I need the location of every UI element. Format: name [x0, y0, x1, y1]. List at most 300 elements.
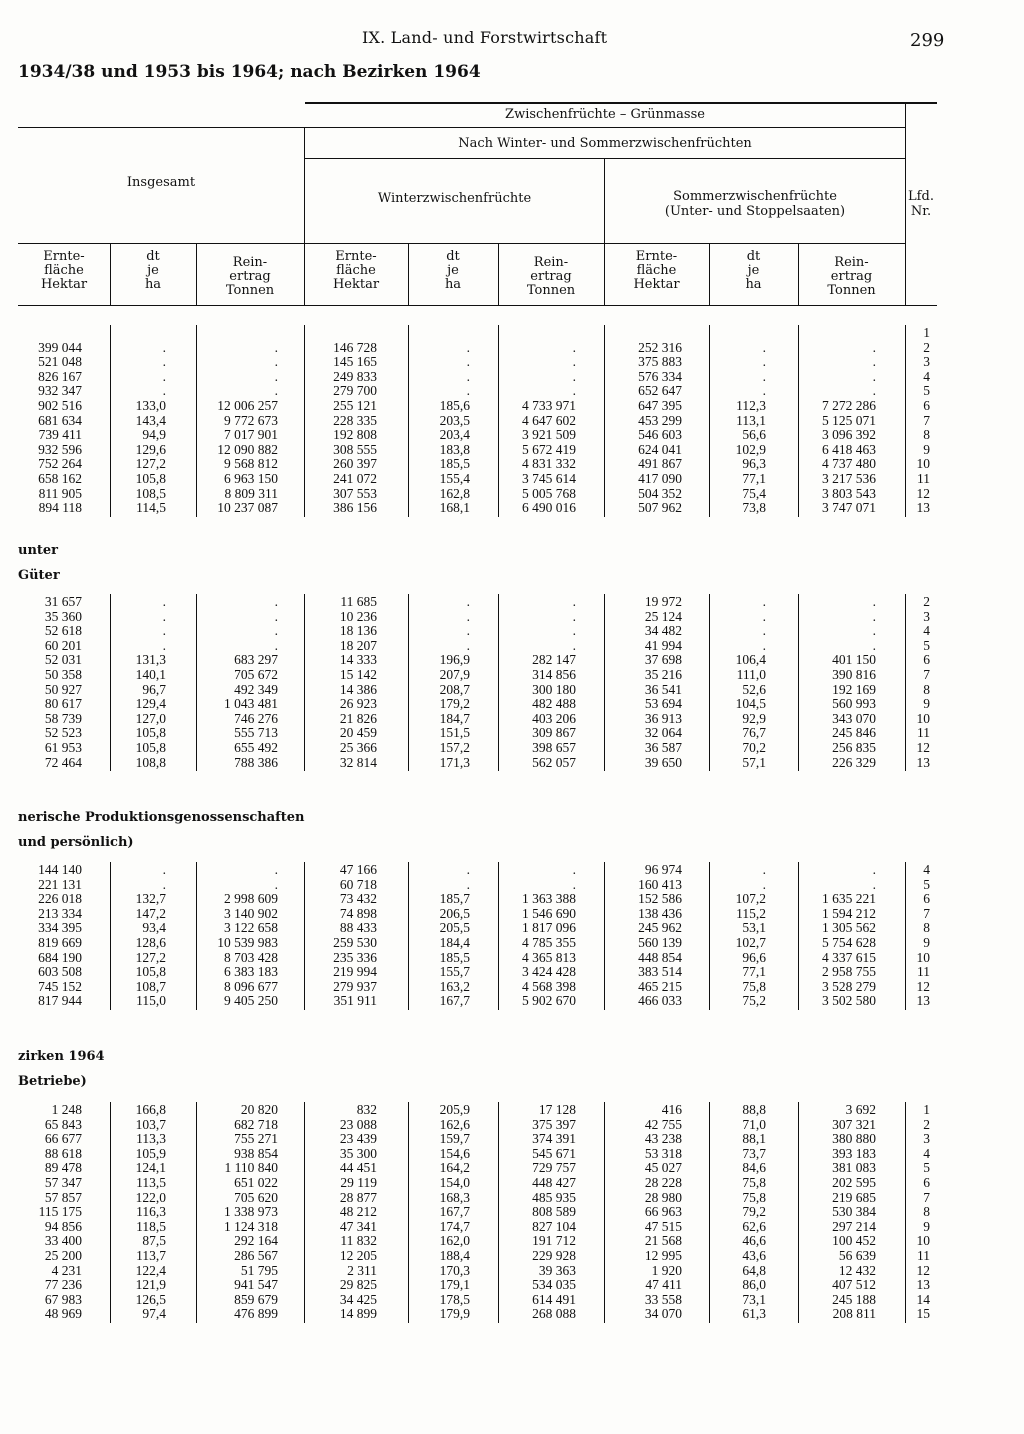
table-cell: 12: [916, 739, 930, 755]
table-cell: 79,2: [742, 1204, 766, 1220]
table-cell: 10 237 087: [217, 500, 278, 516]
table-cell: 184,4: [439, 934, 470, 950]
table-cell: 113,7: [136, 1247, 166, 1263]
table-cell: 163,2: [439, 978, 470, 994]
table-cell: .: [762, 862, 766, 877]
table-cell: 115 175: [38, 1204, 82, 1220]
table-cell: 3 745 614: [522, 470, 576, 486]
table-cell: 252 316: [638, 339, 682, 355]
table-cell: 375 883: [638, 354, 682, 370]
section-vline: [408, 862, 409, 1010]
table-cell: 157,2: [439, 739, 470, 755]
table-cell: 111,0: [736, 666, 766, 682]
table-cell: 9: [923, 441, 930, 457]
table-cell: 545 671: [532, 1145, 576, 1161]
table-cell: 77,1: [742, 964, 766, 980]
table-cell: 61 953: [44, 739, 82, 755]
col-header-line: Ernte-: [43, 249, 85, 264]
table-cell: 407 512: [832, 1277, 876, 1293]
table-cell: .: [762, 354, 766, 370]
table-cell: 208,7: [439, 681, 470, 697]
hdr-sommer-1: Sommerzwischenfrüchte: [673, 189, 837, 204]
table-cell: 39 363: [538, 1262, 576, 1278]
table-cell: 164,2: [439, 1160, 470, 1176]
table-cell: 10 236: [339, 608, 377, 624]
table-cell: .: [162, 623, 166, 639]
table-cell: 20 820: [240, 1102, 278, 1117]
column-erntefl: [12, 595, 82, 770]
table-cell: 88,8: [742, 1102, 766, 1117]
table-cell: 5 754 628: [822, 934, 876, 950]
table-cell: 746 276: [234, 710, 278, 726]
table-cell: 534 035: [532, 1277, 576, 1293]
column-reinertrag: [178, 863, 278, 1009]
table-cell: 3 122 658: [224, 920, 278, 936]
table-cell: .: [162, 608, 166, 624]
table-cell: 6 490 016: [522, 500, 576, 516]
header-rule-4: [18, 243, 905, 244]
col-header-4: [304, 250, 408, 292]
hdr-winter: Winterzwischenfrüchte: [377, 191, 532, 206]
table-cell: 390 816: [832, 666, 876, 682]
table-cell: 739 411: [38, 427, 82, 443]
table-cell: .: [162, 637, 166, 653]
table-cell: 207,9: [439, 666, 470, 682]
column-w-erntefl: [297, 326, 377, 516]
table-cell: 12: [916, 1262, 930, 1278]
table-cell: 122,0: [135, 1189, 166, 1205]
table-cell: 383 514: [638, 964, 682, 980]
table-cell: 35 216: [644, 666, 682, 682]
table-cell: 4: [923, 862, 930, 877]
table-cell: .: [762, 876, 766, 892]
table-cell: 827 104: [532, 1218, 576, 1234]
table-cell: 1 248: [51, 1102, 82, 1117]
table-cell: 203,4: [439, 427, 470, 443]
table-cell: 1 594 212: [822, 905, 876, 921]
table-cell: 25 200: [44, 1247, 82, 1263]
table-cell: 43 238: [644, 1131, 682, 1147]
table-cell: 8: [923, 427, 930, 443]
table-cell: .: [762, 637, 766, 653]
table-cell: 3: [923, 608, 930, 624]
table-cell: 121,9: [135, 1277, 166, 1293]
table-cell: 4 647 602: [522, 412, 576, 428]
table-cell: 3 502 580: [822, 993, 876, 1009]
table-cell: 398 657: [532, 739, 576, 755]
column-dt-ha: [106, 326, 166, 516]
table-cell: .: [274, 608, 278, 624]
table-cell: 228 335: [333, 412, 377, 428]
table-cell: 185,7: [439, 891, 470, 907]
table-cell: .: [572, 623, 576, 639]
table-cell: 147,2: [135, 905, 166, 921]
table-cell: 71,0: [742, 1116, 766, 1132]
column-reinertrag: [178, 1103, 278, 1322]
table-cell: .: [162, 862, 166, 877]
col-header-line: Rein-: [834, 255, 869, 270]
table-cell: 374 391: [532, 1131, 576, 1147]
table-cell: 817 944: [38, 993, 82, 1009]
column-lfd-nr: [900, 863, 930, 1009]
col-header-line: Tonnen: [526, 283, 576, 298]
table-cell: 29 119: [340, 1174, 377, 1190]
table-cell: 560 993: [832, 696, 876, 712]
column-reinertrag: [178, 595, 278, 770]
table-cell: 282 147: [532, 652, 576, 668]
table-cell: .: [274, 368, 278, 384]
table-cell: 4: [923, 1145, 930, 1161]
table-cell: .: [274, 354, 278, 370]
table-cell: 10 539 983: [217, 934, 278, 950]
table-cell: .: [162, 339, 166, 355]
table-cell: 2: [923, 339, 930, 355]
column-s-erntefl: [602, 1103, 682, 1322]
header-rule-3: [305, 158, 905, 159]
table-cell: 682 718: [234, 1116, 278, 1132]
table-cell: 235 336: [333, 949, 377, 965]
table-cell: .: [572, 354, 576, 370]
table-cell: 4 568 398: [522, 978, 576, 994]
table-cell: 3: [923, 354, 930, 370]
col-header-line: ha: [144, 277, 162, 292]
table-cell: 9 405 250: [224, 993, 278, 1009]
table-cell: 11: [917, 725, 930, 741]
column-s-dt-ha: [706, 326, 766, 516]
table-cell: 33 558: [644, 1291, 682, 1307]
table-cell: 10: [916, 710, 930, 726]
table-cell: 13: [916, 500, 930, 516]
table-cell: 1 920: [651, 1262, 682, 1278]
table-cell: 61,3: [742, 1306, 766, 1322]
table-cell: 64,8: [742, 1262, 766, 1278]
table-cell: 146 728: [333, 339, 377, 355]
table-cell: 57 857: [44, 1189, 82, 1205]
col-header-line: Tonnen: [827, 283, 876, 298]
table-cell: 52 523: [44, 725, 82, 741]
table-cell: 205,9: [439, 1102, 470, 1117]
table-cell: 93,4: [142, 920, 166, 936]
table-cell: 15 142: [339, 666, 377, 682]
table-cell: 12 090 882: [217, 441, 278, 457]
table-cell: 417 090: [638, 470, 682, 486]
table-cell: 35 360: [44, 608, 82, 624]
table-cell: 658 162: [38, 470, 82, 486]
table-cell: [486, 326, 576, 341]
table-cell: 3: [923, 1131, 930, 1147]
table-cell: 23 439: [339, 1131, 377, 1147]
table-cell: 51 795: [240, 1262, 278, 1278]
table-cell: 1 338 973: [224, 1204, 278, 1220]
table-cell: 752 264: [38, 456, 82, 472]
table-cell: [410, 326, 470, 341]
table-cell: 108,8: [135, 754, 166, 770]
table-cell: 14 899: [339, 1306, 377, 1322]
page-header: IX. Land- und Forstwirtschaft: [362, 28, 608, 47]
table-cell: 226 018: [38, 891, 82, 907]
table-cell: 219 994: [333, 964, 377, 980]
table-cell: 126,5: [135, 1291, 166, 1307]
column-s-erntefl: [602, 595, 682, 770]
table-cell: 448 427: [532, 1174, 576, 1190]
table-cell: 202 595: [832, 1174, 876, 1190]
column-s-reinertrag: [786, 326, 876, 516]
table-cell: 3 692: [845, 1102, 876, 1117]
table-cell: 13: [916, 1277, 930, 1293]
table-cell: 188,4: [439, 1247, 470, 1263]
table-cell: 168,3: [439, 1189, 470, 1205]
table-cell: .: [466, 608, 470, 624]
table-cell: .: [274, 876, 278, 892]
table-cell: 113,1: [736, 412, 766, 428]
table-cell: 482 488: [532, 696, 576, 712]
table-cell: 23 088: [339, 1116, 377, 1132]
table-cell: 96,6: [742, 949, 766, 965]
hdr-sommer-2: (Unter- und Stoppelsaaten): [664, 204, 846, 219]
table-cell: 192 169: [832, 681, 876, 697]
table-cell: 832: [356, 1102, 377, 1117]
table-cell: 167,7: [439, 993, 470, 1009]
col-header-line: Hektar: [332, 277, 380, 292]
table-cell: 47 515: [644, 1218, 682, 1234]
table-cell: 932 596: [38, 441, 82, 457]
table-cell: 25 124: [644, 608, 682, 624]
table-cell: .: [872, 608, 876, 624]
table-cell: 17 128: [538, 1102, 576, 1117]
table-cell: .: [466, 368, 470, 384]
table-cell: 2: [923, 1116, 930, 1132]
table-cell: 5 902 670: [522, 993, 576, 1009]
table-cell: 60 201: [44, 637, 82, 653]
table-cell: 92,9: [742, 710, 766, 726]
table-cell: 12: [916, 485, 930, 501]
col-header-line: ha: [444, 277, 462, 292]
table-cell: 9 568 812: [224, 456, 278, 472]
table-cell: 184,7: [439, 710, 470, 726]
table-cell: 6 963 150: [224, 470, 278, 486]
col-header-line: je: [447, 263, 459, 278]
table-cell: .: [762, 368, 766, 384]
table-cell: 3 747 071: [822, 500, 876, 516]
table-cell: .: [872, 623, 876, 639]
table-cell: 684 190: [38, 949, 82, 965]
table-cell: 65 843: [44, 1116, 82, 1132]
table-cell: 104,5: [735, 696, 766, 712]
table-cell: 1 305 562: [822, 920, 876, 936]
table-cell: 651 022: [234, 1174, 278, 1190]
table-cell: [178, 326, 278, 341]
column-erntefl: [12, 863, 82, 1009]
table-cell: 183,8: [439, 441, 470, 457]
table-cell: 249 833: [333, 368, 377, 384]
table-cell: .: [162, 354, 166, 370]
table-cell: 116,3: [136, 1204, 166, 1220]
column-s-reinertrag: [786, 1103, 876, 1322]
table-cell: 73,7: [742, 1145, 766, 1161]
table-cell: 808 589: [532, 1204, 576, 1220]
column-dt-ha: [106, 1103, 166, 1322]
table-cell: 102,9: [735, 441, 766, 457]
table-cell: 154,0: [439, 1174, 470, 1190]
table-cell: .: [872, 862, 876, 877]
table-cell: 127,2: [135, 456, 166, 472]
table-cell: 75,8: [742, 978, 766, 994]
column-lfd-nr: [900, 1103, 930, 1322]
table-cell: 652 647: [638, 383, 682, 399]
table-cell: 729 757: [532, 1160, 576, 1176]
section-sublabel: Betriebe): [18, 1074, 87, 1089]
column-s-dt-ha: [706, 863, 766, 1009]
table-cell: 35 300: [339, 1145, 377, 1161]
table-cell: 5: [923, 637, 930, 653]
table-cell: 1 817 096: [522, 920, 576, 936]
table-cell: .: [466, 339, 470, 355]
col-header-line: Rein-: [533, 255, 569, 270]
table-cell: 504 352: [638, 485, 682, 501]
table-cell: 11: [917, 1247, 930, 1263]
table-cell: 375 397: [532, 1116, 576, 1132]
table-cell: 8: [923, 681, 930, 697]
table-cell: 52 618: [44, 623, 82, 639]
table-cell: 492 349: [234, 681, 278, 697]
table-cell: 47 341: [339, 1218, 377, 1234]
col-header-1: [18, 250, 110, 292]
column-s-dt-ha: [706, 1103, 766, 1322]
table-cell: 94,9: [142, 427, 166, 443]
table-cell: 15: [916, 1306, 930, 1322]
table-cell: 562 057: [532, 754, 576, 770]
table-cell: 8: [923, 920, 930, 936]
column-w-erntefl: [297, 863, 377, 1009]
table-cell: 1 635 221: [822, 891, 876, 907]
table-cell: 196,9: [439, 652, 470, 668]
table-cell: 52 031: [44, 652, 82, 668]
table-cell: 73 432: [339, 891, 377, 907]
table-cell: 279 937: [333, 978, 377, 994]
table-cell: 213 334: [38, 905, 82, 921]
table-cell: 36 587: [644, 739, 682, 755]
table-cell: 19 972: [644, 594, 682, 609]
table-cell: 50 927: [44, 681, 82, 697]
table-cell: 75,2: [742, 993, 766, 1009]
table-cell: 4: [923, 623, 930, 639]
col-header-line: fläche: [336, 263, 376, 278]
table-cell: 12 205: [339, 1247, 377, 1263]
table-cell: 118,5: [136, 1218, 166, 1234]
table-cell: 466 033: [638, 993, 682, 1009]
table-cell: 171,3: [439, 754, 470, 770]
table-cell: 292 164: [234, 1233, 278, 1249]
table-cell: 174,7: [439, 1218, 470, 1234]
table-cell: 2 958 755: [822, 964, 876, 980]
table-cell: 43,6: [742, 1247, 766, 1263]
col-header-9: [798, 256, 905, 298]
table-cell: 3 528 279: [822, 978, 876, 994]
table-cell: 39 650: [644, 754, 682, 770]
table-cell: 6: [923, 1174, 930, 1190]
table-cell: 73,8: [742, 500, 766, 516]
table-cell: 105,9: [135, 1145, 166, 1161]
table-cell: 115,0: [136, 993, 166, 1009]
table-cell: .: [872, 354, 876, 370]
table-cell: 229 928: [532, 1247, 576, 1263]
table-cell: 6: [923, 397, 930, 413]
table-cell: 221 131: [38, 876, 82, 892]
table-cell: 129,6: [135, 441, 166, 457]
table-cell: 124,1: [135, 1160, 166, 1176]
table-cell: 44 451: [339, 1160, 377, 1176]
table-cell: 297 214: [832, 1218, 876, 1234]
table-cell: 4 231: [51, 1262, 82, 1278]
table-cell: 140,1: [135, 666, 166, 682]
table-cell: 4 365 813: [522, 949, 576, 965]
table-cell: 48 969: [44, 1306, 82, 1322]
table-cell: 208 811: [832, 1306, 876, 1322]
table-cell: 1 043 481: [224, 696, 278, 712]
table-cell: 88,1: [742, 1131, 766, 1147]
table-cell: 131,3: [135, 652, 166, 668]
table-cell: 75,8: [742, 1189, 766, 1205]
table-cell: 21 826: [339, 710, 377, 726]
table-cell: 75,8: [742, 1174, 766, 1190]
col-header-line: dt: [446, 249, 460, 264]
table-cell: 4 733 971: [522, 397, 576, 413]
table-cell: 259 530: [333, 934, 377, 950]
col-header-8: [709, 250, 798, 292]
table-cell: 36 541: [644, 681, 682, 697]
table-cell: 307 321: [832, 1116, 876, 1132]
table-cell: 1 110 840: [224, 1160, 278, 1176]
table-cell: 4 785 355: [522, 934, 576, 950]
col-header-line: Ernte-: [335, 249, 377, 264]
table-cell: 145 165: [333, 354, 377, 370]
table-cell: 811 905: [38, 485, 82, 501]
table-cell: 226 329: [832, 754, 876, 770]
table-cell: 50 358: [44, 666, 82, 682]
table-cell: .: [572, 876, 576, 892]
section-label: zirken 1964: [18, 1049, 105, 1064]
table-cell: 28 228: [644, 1174, 682, 1190]
table-cell: 2 311: [347, 1262, 377, 1278]
table-cell: 681 634: [38, 412, 82, 428]
table-cell: 219 685: [832, 1189, 876, 1205]
table-cell: 115,2: [736, 905, 766, 921]
table-cell: 170,3: [439, 1262, 470, 1278]
col-header-line: Ernte-: [635, 249, 678, 264]
table-cell: 7: [923, 666, 930, 682]
table-cell: 932 347: [38, 383, 82, 399]
table-cell: 122,4: [135, 1262, 166, 1278]
table-cell: 507 962: [638, 500, 682, 516]
table-cell: 7: [923, 412, 930, 428]
table-cell: 7: [923, 905, 930, 921]
table-cell: 128,6: [135, 934, 166, 950]
table-cell: 144 140: [38, 862, 82, 877]
table-cell: 67 983: [44, 1291, 82, 1307]
table-cell: 1 363 388: [522, 891, 576, 907]
table-cell: .: [572, 637, 576, 653]
table-cell: 112,3: [736, 397, 766, 413]
table-cell: 245 962: [638, 920, 682, 936]
table-cell: [297, 326, 377, 341]
table-cell: 2 998 609: [224, 891, 278, 907]
table-cell: .: [466, 594, 470, 609]
table-cell: 162,6: [439, 1116, 470, 1132]
table-cell: 151,5: [439, 725, 470, 741]
table-cell: 10: [916, 949, 930, 965]
table-cell: 37 698: [644, 652, 682, 668]
table-cell: 168,1: [439, 500, 470, 516]
